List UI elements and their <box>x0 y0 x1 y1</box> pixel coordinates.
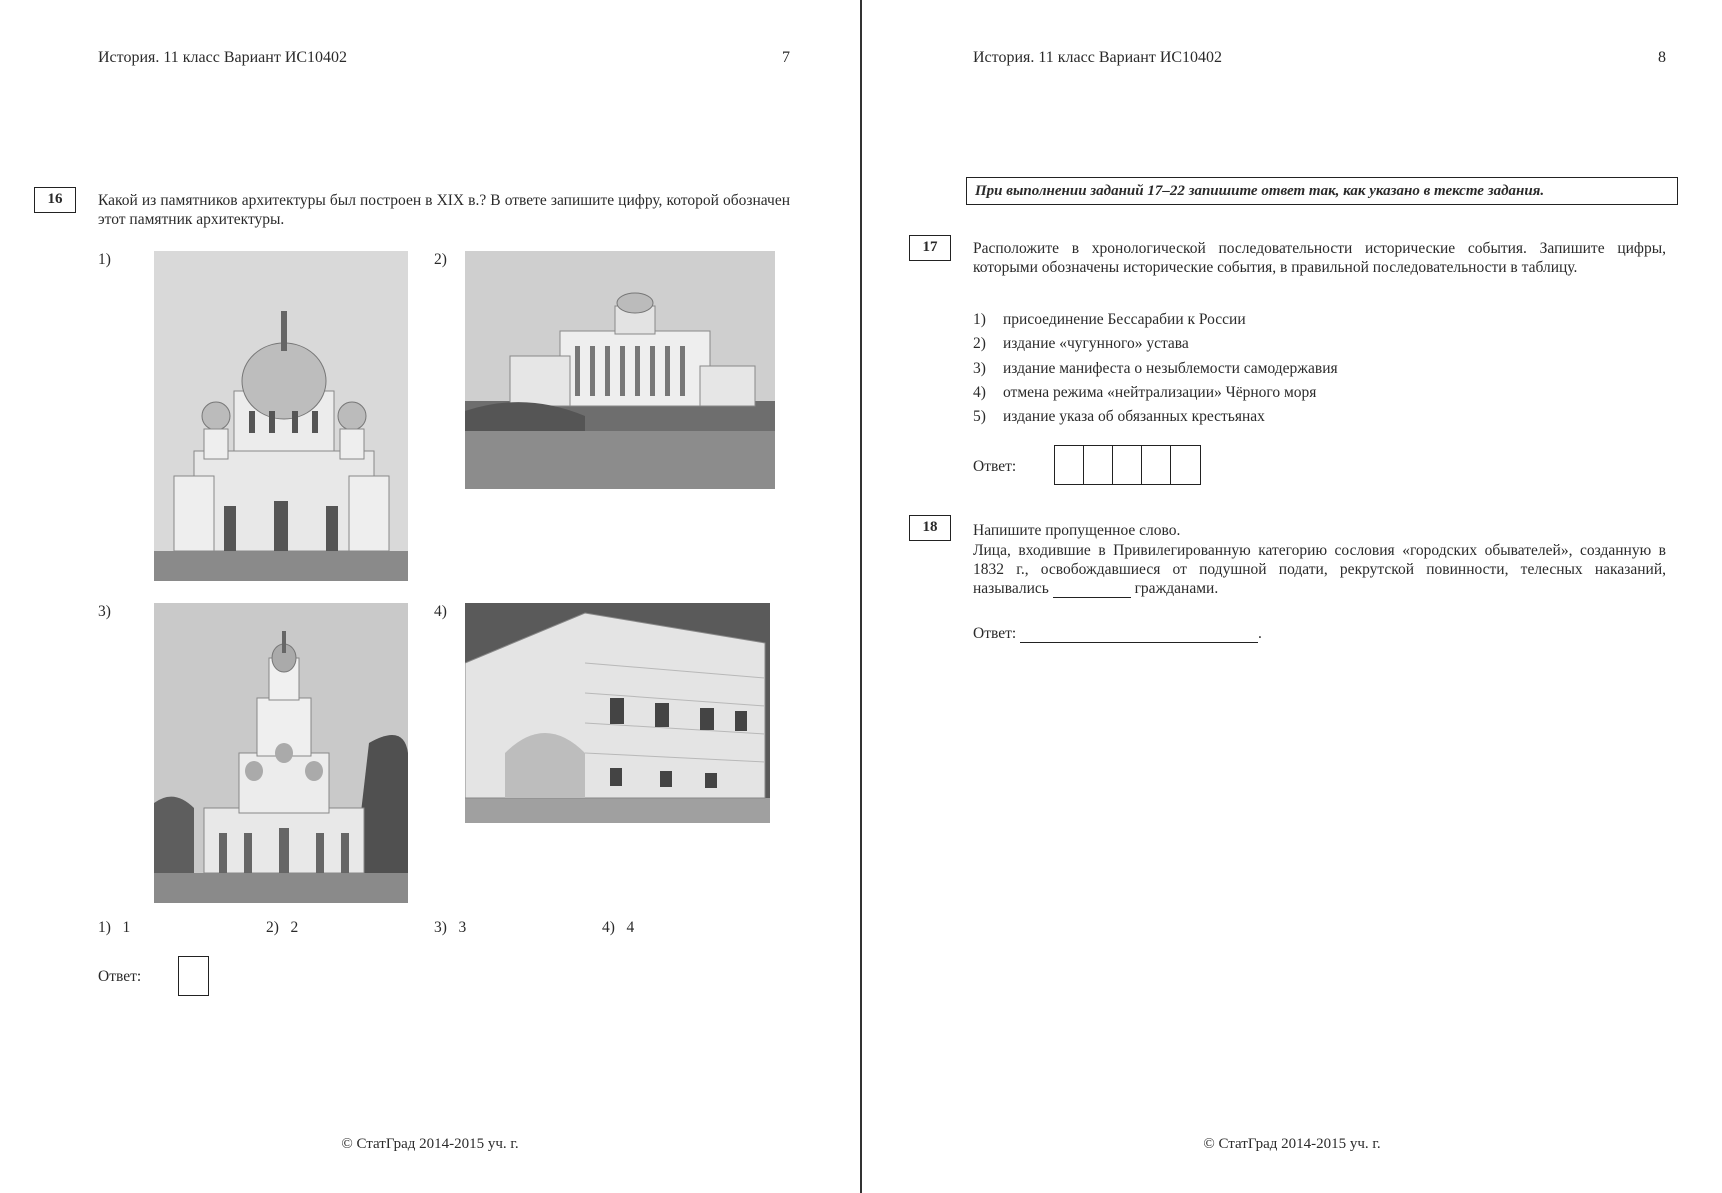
question-17-text: Расположите в хронологической последовательности исторические события. Запишите цифры, которыми обозначены исторические события, в правильной последовательности в таблицу. <box>973 240 1666 276</box>
option-3-number: 3) <box>434 919 447 936</box>
page-footer: © СтатГрад 2014-2015 уч. г. <box>1203 1136 1381 1152</box>
answer-cell-3[interactable] <box>1113 446 1142 484</box>
question-number-16: 16 <box>34 187 76 213</box>
page-number: 8 <box>1658 49 1666 66</box>
option-2-value: 2 <box>290 919 299 936</box>
event-item-4 <box>973 384 1316 402</box>
page-right <box>862 0 1722 1193</box>
event-item-3-text: издание манифеста о незыблемости самодержавия <box>1003 360 1338 377</box>
option-2-number: 2) <box>266 919 279 936</box>
option-3-value: 3 <box>458 919 467 936</box>
answer-cell-5[interactable] <box>1171 446 1200 484</box>
option-1[interactable] <box>98 919 130 937</box>
image-label-4: 4) <box>434 603 447 620</box>
answer-label-16: Ответ: <box>98 968 142 985</box>
event-item-2 <box>973 335 1189 353</box>
event-item-5-text: издание указа об обязанных крестьянах <box>1003 408 1265 425</box>
answer-line-18[interactable] <box>1020 627 1258 643</box>
page-footer: © СтатГрад 2014-2015 уч. г. <box>341 1136 519 1152</box>
event-item-4-number: 4) <box>973 384 986 401</box>
option-4-value: 4 <box>626 919 635 936</box>
photo-cathedral <box>154 251 408 581</box>
event-item-2-number: 2) <box>973 335 986 352</box>
option-1-value: 1 <box>122 919 131 936</box>
question-16-text: Какой из памятников архитектуры был построен в XIX в.? В ответе запишите цифру, которой обозначен этот памятник архитектуры. <box>98 192 790 228</box>
image-label-3: 3) <box>98 603 111 620</box>
page-number: 7 <box>782 49 790 66</box>
answer-row-18 <box>973 625 1262 643</box>
instruction-box: При выполнении заданий 17–22 запишите ответ так, как указано в тексте задания. <box>966 177 1678 205</box>
event-item-3 <box>973 360 1338 378</box>
photo-pashkov-house <box>465 251 775 489</box>
page-left <box>0 0 860 1193</box>
question-number-17: 17 <box>909 235 951 261</box>
option-2[interactable] <box>266 919 298 937</box>
photo-chambers <box>465 603 770 823</box>
option-4[interactable] <box>602 919 634 937</box>
event-item-3-number: 3) <box>973 360 986 377</box>
blank-line <box>1053 597 1131 598</box>
page-header: История. 11 класс Вариант ИС10402 <box>973 49 1223 66</box>
answer-cell-1[interactable] <box>1055 446 1084 484</box>
event-item-5-number: 5) <box>973 408 986 425</box>
event-item-2-text: издание «чугунного» устава <box>1003 335 1189 352</box>
photo-church <box>154 603 408 903</box>
option-4-number: 4) <box>602 919 615 936</box>
page-header: История. 11 класс Вариант ИС10402 <box>98 49 348 66</box>
answer-cells-17 <box>1054 445 1201 485</box>
answer-label-17: Ответ: <box>973 458 1017 475</box>
event-item-1-number: 1) <box>973 311 986 328</box>
question-18-intro: Напишите пропущенное слово. <box>973 522 1181 539</box>
answer-box-16[interactable] <box>178 956 209 996</box>
answer-cell-4[interactable] <box>1142 446 1171 484</box>
answer-cell-2[interactable] <box>1084 446 1113 484</box>
image-label-1: 1) <box>98 251 111 268</box>
answer-end-18: . <box>1258 625 1262 642</box>
event-item-5 <box>973 408 1265 426</box>
image-label-2: 2) <box>434 251 447 268</box>
question-18-text <box>973 541 1666 598</box>
question-18-text-after: гражданами. <box>1134 580 1219 597</box>
option-3[interactable] <box>434 919 466 937</box>
event-item-4-text: отмена режима «нейтрализации» Чёрного моря <box>1003 384 1317 401</box>
event-item-1 <box>973 311 1246 329</box>
question-18-text-before: Лица, входившие в Привилегированную категорию сословия «городских обывателей», созданную в 1832 г., освобождавшиеся от подушной подати, рекрутской повинности, телесных наказаний, назывались <box>973 542 1666 597</box>
answer-label-18: Ответ: <box>973 625 1017 642</box>
event-item-1-text: присоединение Бессарабии к России <box>1003 311 1246 328</box>
question-number-18: 18 <box>909 515 951 541</box>
option-1-number: 1) <box>98 919 111 936</box>
